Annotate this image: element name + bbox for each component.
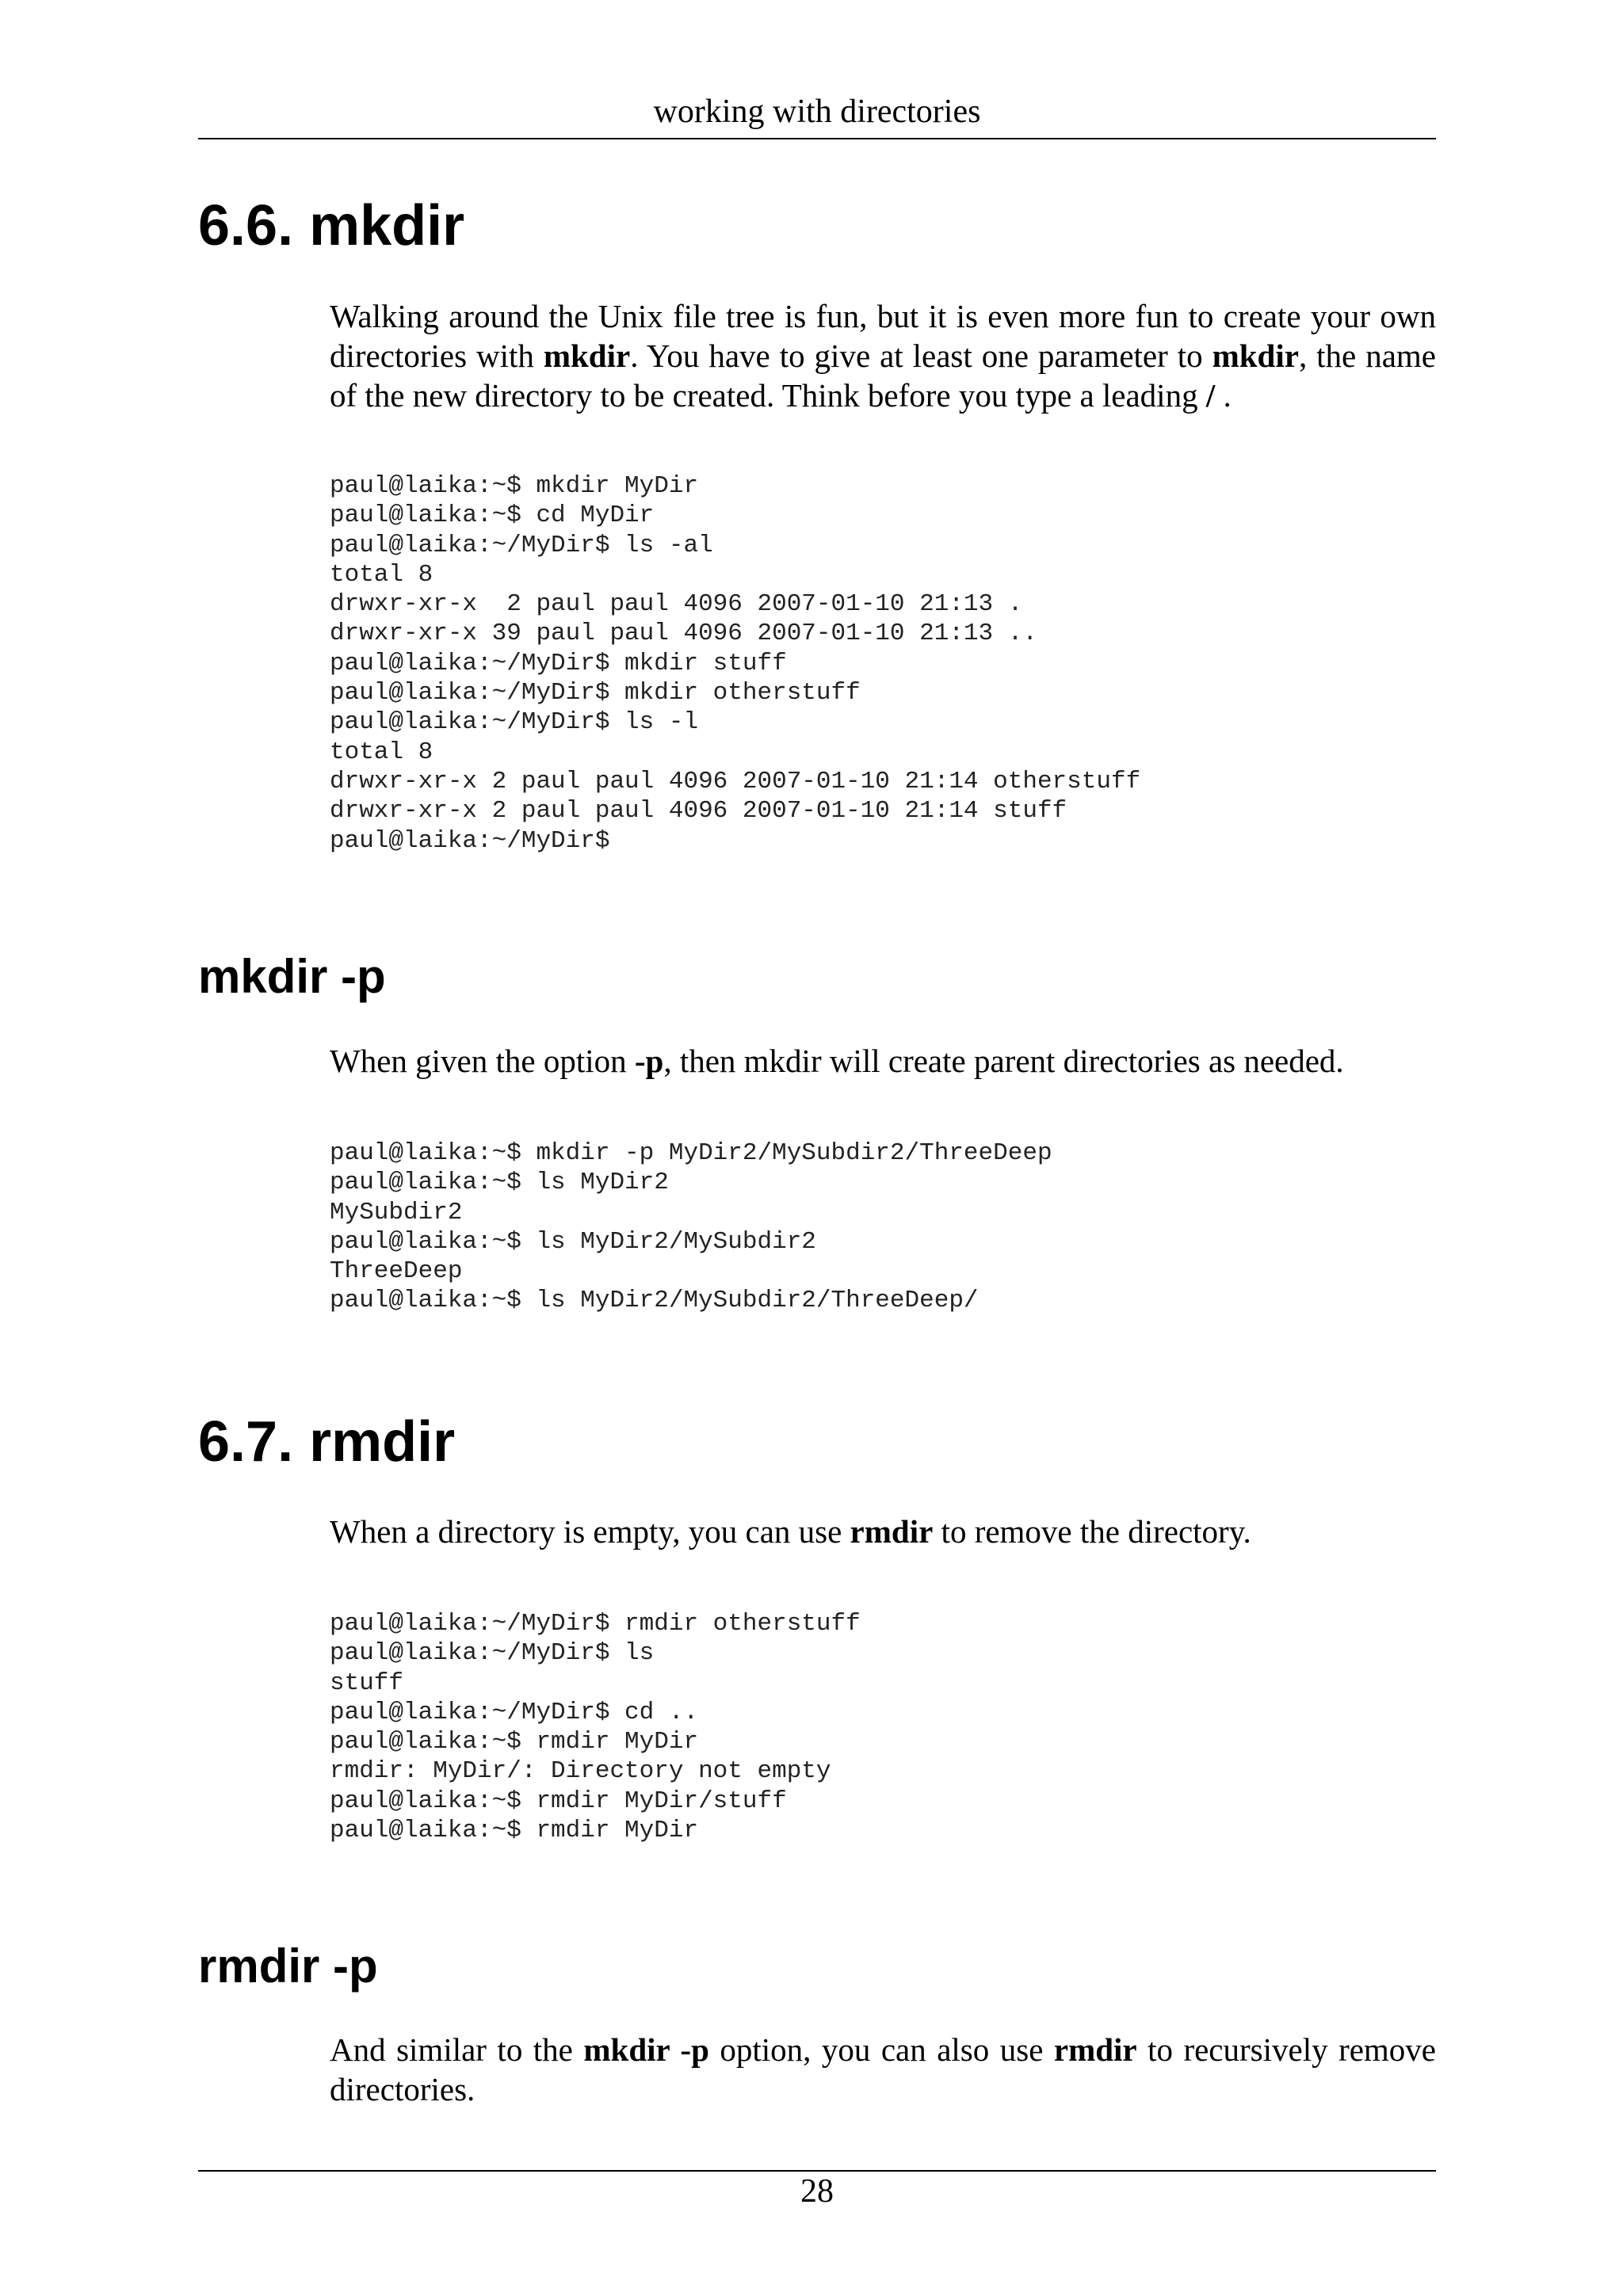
mkdir-intro-paragraph (330, 296, 1436, 415)
command-name: mkdir (1212, 338, 1299, 374)
subsection-heading-rmdir-p: rmdir -p (198, 1939, 378, 1993)
mkdir-p-code-example: paul@laika:~$ mkdir -p MyDir2/MySubdir2/ThreeDeep paul@laika:~$ ls MyDir2 MySubdir2 paul@laika:~$ ls MyDir2/MySubdir2 ThreeDeep paul@laika:~$ ls MyDir2/MySubdir2/ThreeDeep/ (330, 1139, 1052, 1315)
text-run: . You have to give at least one parameter to (630, 338, 1212, 374)
command-name: mkdir -p (583, 2031, 709, 2068)
command-name: rmdir (1053, 2031, 1137, 2068)
slash-symbol: / (1205, 377, 1216, 414)
text-run: Walking around the Unix file tree is fun, but it is even more fun to create your own directories with (330, 298, 1436, 374)
running-header: working with directories (653, 93, 981, 130)
page-number: 28 (800, 2173, 834, 2210)
text-run: , then mkdir will create parent directories as needed. (663, 1043, 1344, 1079)
rmdir-p-intro-paragraph (330, 2030, 1436, 2109)
mkdir-p-intro-paragraph (330, 1041, 1436, 1081)
command-name: mkdir (543, 338, 631, 374)
subsection-heading-mkdir-p: mkdir -p (198, 950, 386, 1003)
rmdir-code-example: paul@laika:~/MyDir$ rmdir otherstuff paul@laika:~/MyDir$ ls stuff paul@laika:~/MyDir$ cd .. paul@laika:~$ rmdir MyDir rmdir: MyDir/: Directory not empty paul@laika:~$ rmdir MyDir/stuff paul@laika:~$ rmdir MyDir (330, 1610, 861, 1845)
option-name: -p (634, 1043, 664, 1079)
command-name: rmdir (850, 1513, 934, 1550)
mkdir-code-example: paul@laika:~$ mkdir MyDir paul@laika:~$ cd MyDir paul@laika:~/MyDir$ ls -al total 8 drwxr-xr-x 2 paul paul 4096 2007-01-10 21:13 . drwxr-xr-x 39 paul paul 4096 2007-01-10 21:13 .. paul@laika:~/MyDir$ mkdir stuff paul@laika:~/MyDir$ mkdir otherstuff paul@laika:~/MyDir$ ls -l total 8 drwxr-xr-x 2 paul paul 4096 2007-01-10 21:14 otherstuff drwxr-xr-x 2 paul paul 4096 2007-01-10 21:14 stuff paul@laika:~/MyDir$ (330, 472, 1141, 855)
text-run: And similar to the (330, 2031, 584, 2068)
text-run: When a directory is empty, you can use (330, 1513, 850, 1550)
text-run: to recursively remove directories. (330, 2031, 1437, 2107)
section-heading-rmdir: 6.7. rmdir (198, 1410, 456, 1474)
rmdir-intro-paragraph (330, 1512, 1436, 1551)
text-run: to remove the directory. (933, 1513, 1251, 1550)
section-heading-mkdir: 6.6. mkdir (198, 194, 465, 257)
text-run: , the name of the new directory to be created. Think before you type a leading (330, 338, 1436, 414)
text-run: option, you can also use (708, 2031, 1054, 2068)
text-run: . (1215, 377, 1232, 414)
text-run: When given the option (330, 1043, 635, 1079)
header-rule (198, 138, 1436, 139)
